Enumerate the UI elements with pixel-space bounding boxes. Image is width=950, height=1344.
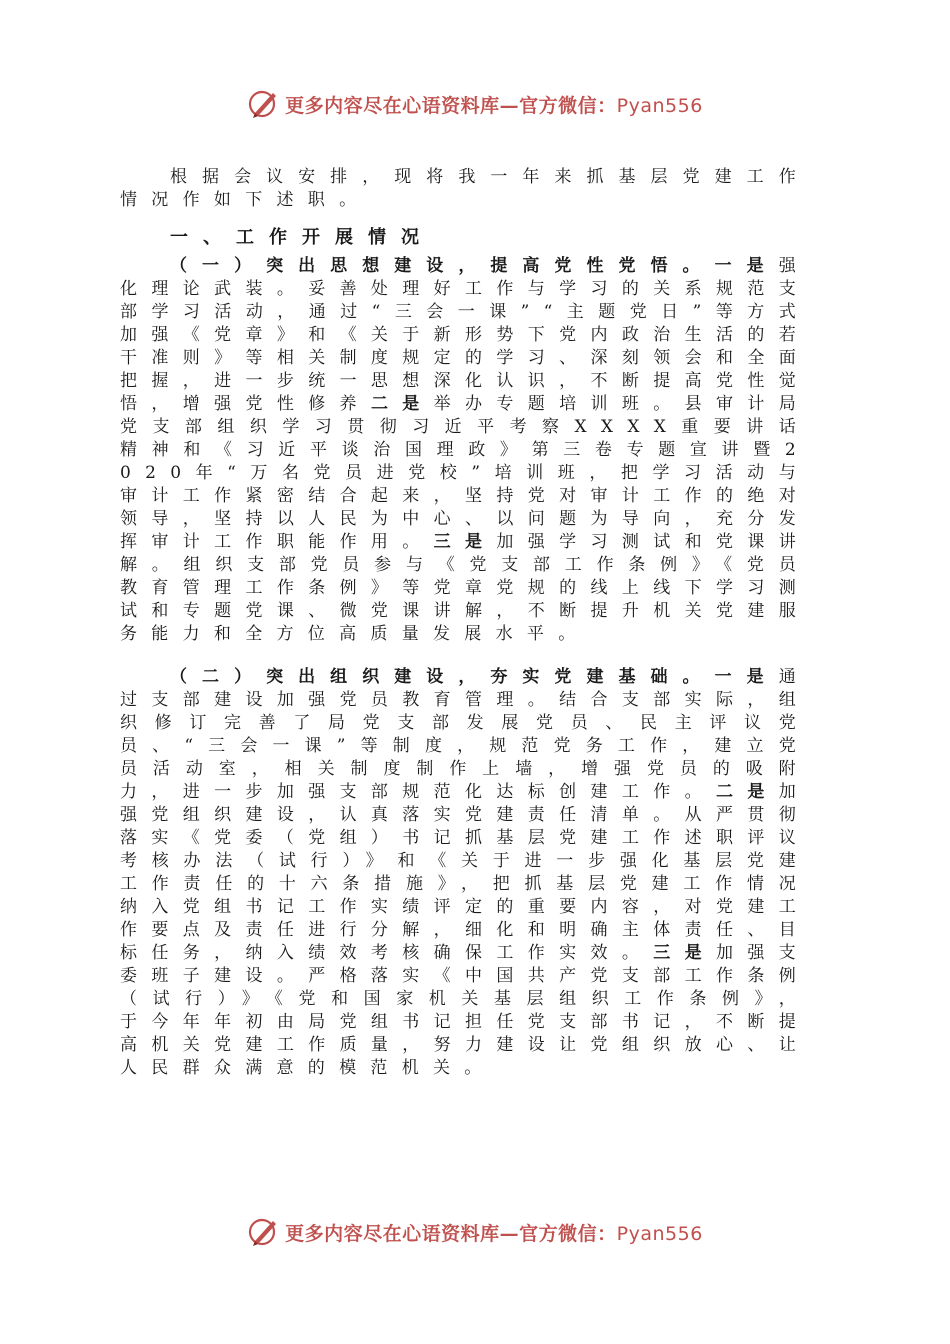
point-text-4: 通过支部建设加强党员教育管理。结合支部实际，组织修订完善了局党支部发展党员、民主评议党员、“三会一课”等制度，规范党务工作，建立党员活动室，相关制度制作上墙，增强党员的吸附力，进一步加强支部规范化达标创建工作。 (120, 667, 810, 802)
watermark-label: 更多内容尽在心语资料库—官方微信： (285, 1222, 617, 1245)
subheading-thought-building: （一）突出思想建设，提高党性党悟。 (170, 256, 715, 276)
watermark-wechat-id: Pyan556 (616, 94, 703, 117)
point-text-5: 加强党组织建设，认真落实党建责任清单。从严贯彻落实《党委（党组）书记抓基层党建工作述职评议考核办法（试行）》和《关于进一步强化基层党建工作责任的十六条措施》，把抓基层党建工作情况纳入党组书记工作实绩评定的重要内容，对党建工作要点及责任进行分解，细化和明确主体责任、目标任务，纳入绩效考核确保工作实效。 (120, 782, 810, 963)
point-label-1: 一是 (714, 256, 779, 276)
watermark-wechat-id: Pyan556 (616, 1222, 703, 1245)
point-label-5: 二是 (715, 782, 779, 802)
point-label-4: 一是 (714, 667, 779, 687)
point-label-2: 二是 (370, 394, 434, 414)
point-text-2: 举办专题培训班。县审计局党支部组织学习贯彻习近平考察XXXX重要讲话精神和《习近平谈治国理政》第三卷专题宣讲暨2020年“万名党员进党校”培训班，把学习活动与审计工作紧密结合起来，坚持党对审计工作的绝对领导，坚持以人民为中心、以问题为导向，充分发挥审计工作职能作用。 (120, 394, 810, 552)
intro-paragraph: 根据会议安排，现将我一年来抓基层党建工作情况作如下述职。 (120, 167, 810, 210)
watermark-text (285, 1219, 703, 1246)
paragraph-thought-building (120, 255, 810, 646)
watermark-label: 更多内容尽在心语资料库—官方微信： (285, 94, 617, 117)
watermark-banner-bottom (0, 1212, 950, 1252)
subheading-organization-building: （二）突出组织建设，夯实党建基础。 (170, 667, 715, 687)
point-label-6: 三是 (653, 943, 716, 963)
watermark-banner-top (0, 84, 950, 124)
point-text-6: 加强支委班子建设。严格落实《中国共产党支部工作条例（试行）》《党和国家机关基层组织工作条例》，于今年年初由局党组书记担任党支部书记，不断提高机关党建工作质量，努力建设让党组织放心、让人民群众满意的模范机关。 (120, 943, 810, 1078)
point-text-1: 强化理论武装。妥善处理好工作与学习的关系规范支部学习活动，通过“三会一课”“主题党日”等方式加强《党章》和《关于新形势下党内政治生活的若干准则》等相关制度规定的学习、深刻领会和全面把握，进一步统一思想深化认识，不断提高党性觉悟，增强党性修养 (120, 256, 810, 414)
watermark-text (285, 91, 703, 118)
point-text-3: 加强学习测试和党课讲解。组织支部党员参与《党支部工作条例》《党员教育管理工作条例》等党章党规的线上线下学习测试和专题党课、微党课讲解，不断提升机关党建服务能力和全方位高质量发展水平。 (120, 532, 811, 644)
document-body (120, 166, 810, 1080)
paragraph-organization-building (120, 666, 810, 1080)
section-heading: 一、工作开展情况 (170, 227, 434, 248)
pen-logo-icon (247, 1215, 281, 1249)
point-label-3: 三是 (433, 532, 497, 552)
pen-logo-icon (247, 87, 281, 121)
